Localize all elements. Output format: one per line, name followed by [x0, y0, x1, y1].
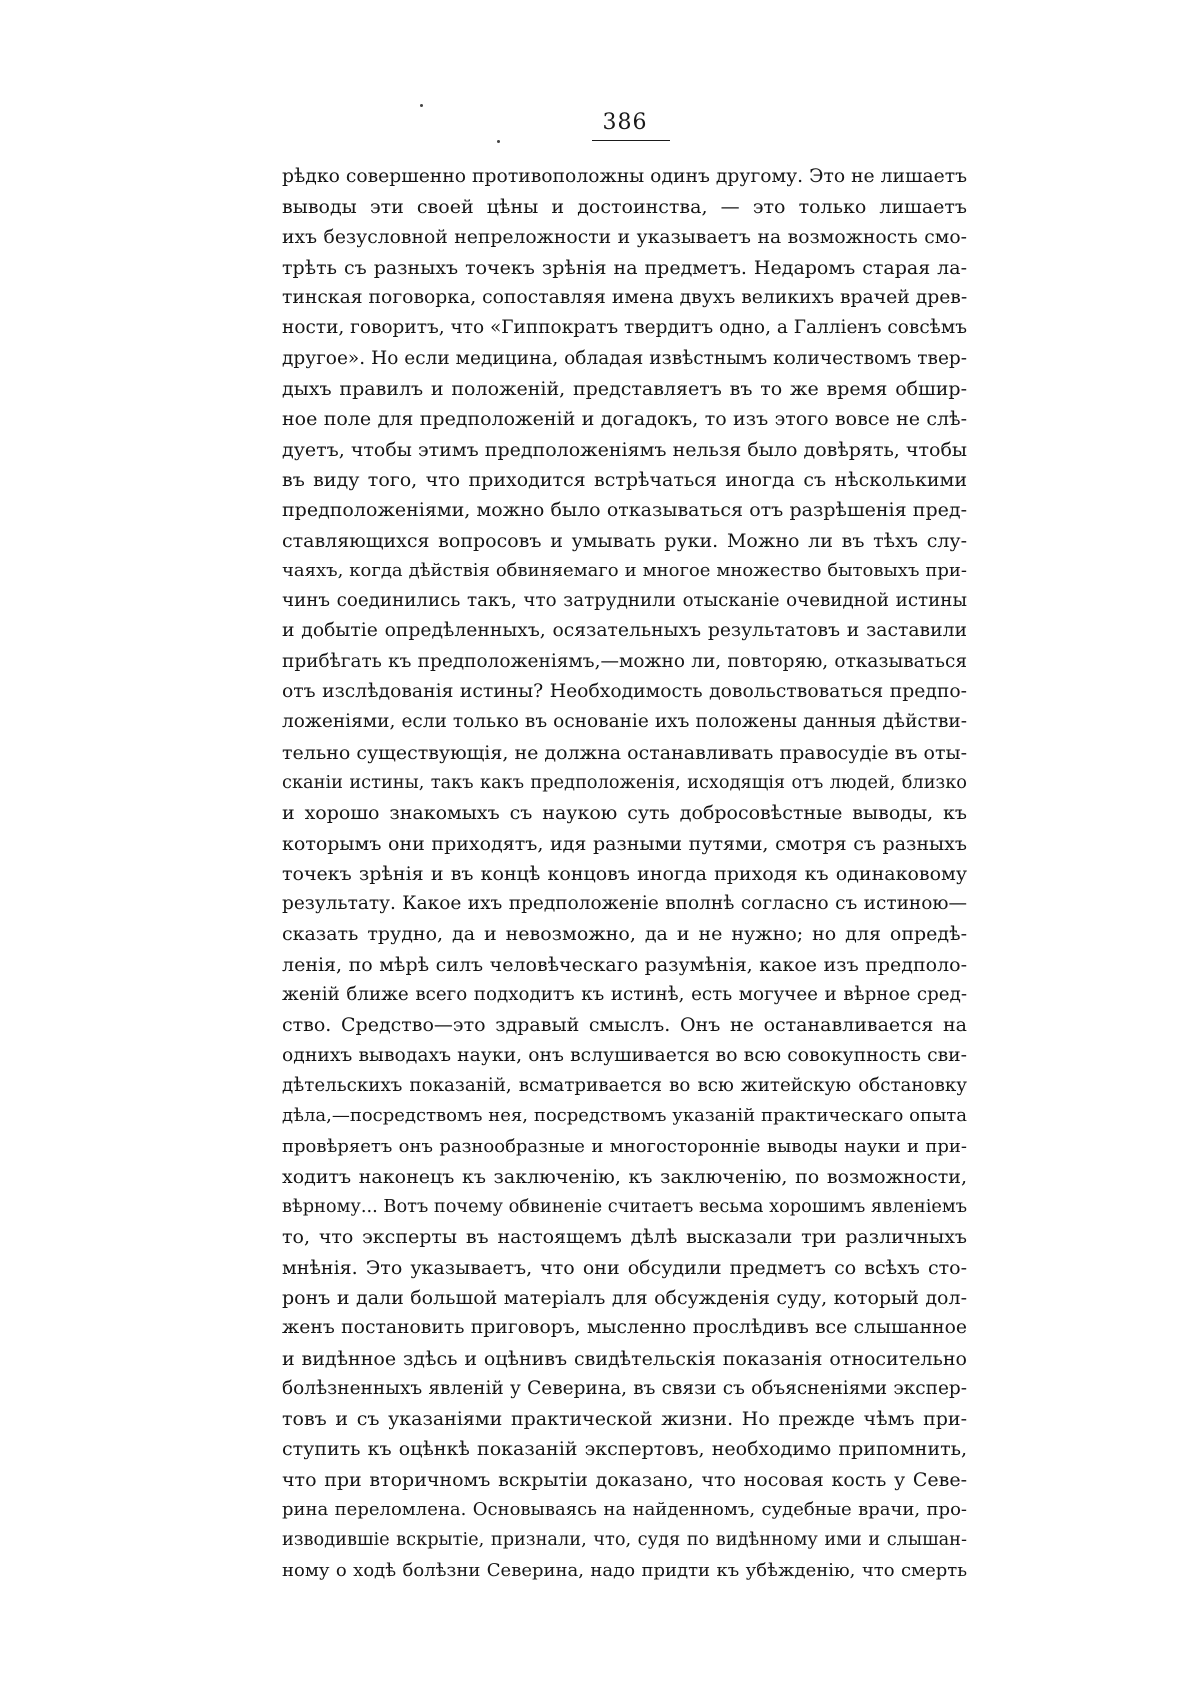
- text-line: ронъ и дали большой матеріалъ для обсужденія суду, который дол-: [282, 1286, 967, 1309]
- text-line: сказать трудно, да и невозможно, да и не нужно; но для опредѣ-: [282, 923, 967, 946]
- text-line: провѣряетъ онъ разнообразные и многосторонніе выводы науки и при-: [282, 1135, 967, 1157]
- body-text: [282, 162, 967, 1586]
- text-line: прибѣгать къ предположеніямъ,—можно ли, повторяю, отказываться: [282, 650, 967, 672]
- text-line: ности, говоритъ, что «Гиппократъ твердитъ одно, а Галліенъ совсѣмъ: [282, 317, 967, 339]
- text-line: мнѣнія. Это указываетъ, что они обсудили предметъ со всѣхъ сто-: [282, 1256, 967, 1279]
- text-line: и добытіе опредѣленныхъ, осязательныхъ результатовъ и заставили: [282, 620, 967, 642]
- text-line: трѣть съ разныхъ точекъ зрѣнія на предметъ. Недаромъ старая ла-: [282, 256, 967, 279]
- text-line: товъ и съ указаніями практической жизни. Но прежде чѣмъ при-: [282, 1408, 967, 1431]
- text-line: въ виду того, что приходится встрѣчаться иногда съ нѣсколькими: [282, 468, 967, 491]
- text-line: дыхъ правилъ и положеній, представляетъ въ то же время обшир-: [282, 378, 967, 401]
- text-line: чаяхъ, когда дѣйствія обвиняемаго и многое множество бытовыхъ при-: [282, 559, 967, 581]
- text-line: однихъ выводахъ науки, онъ вслушивается во всю совокупность сви-: [282, 1044, 967, 1066]
- text-line: женъ постановить приговоръ, мысленно прослѣдивъ все слышанное: [282, 1317, 967, 1339]
- text-line: болѣзненныхъ явленій у Северина, въ связи съ объясненіями экспер-: [282, 1377, 967, 1399]
- text-line: ство. Средство—это здравый смыслъ. Онъ не останавливается на: [282, 1014, 967, 1037]
- text-line: которымъ они приходятъ, идя разными путями, смотря съ разныхъ: [282, 832, 967, 855]
- text-line: предположеніями, можно было отказываться отъ разрѣшенія пред-: [282, 499, 967, 522]
- text-line: дуетъ, чтобы этимъ предположеніямъ нельзя было довѣрять, чтобы: [282, 438, 967, 461]
- page-number-rule: [592, 140, 670, 141]
- text-line: ное поле для предположеній и догадокъ, то изъ этого вовсе не слѣ-: [282, 408, 967, 431]
- text-line: сканіи истины, такъ какъ предположенія, исходящія отъ людей, близко: [282, 772, 967, 793]
- text-line: ложеніями, если только въ основаніе ихъ положены данныя дѣйстви-: [282, 711, 967, 733]
- text-line: что при вторичномъ вскрытіи доказано, что носовая кость у Севе-: [282, 1468, 967, 1491]
- text-line: дѣтельскихъ показаній, всматривается во всю житейскую обстановку: [282, 1074, 967, 1096]
- text-line: изводившіе вскрытіе, признали, что, судя по видѣнному ими и слышан-: [282, 1530, 967, 1551]
- text-line: ихъ безусловной непреложности и указываетъ на возможность смо-: [282, 226, 967, 248]
- text-line: результату. Какое ихъ предположеніе вполнѣ согласно съ истиною—: [282, 893, 967, 915]
- text-line: рѣдко совершенно противоположны одинъ другому. Это не лишаетъ: [282, 166, 967, 187]
- text-line: отъ изслѣдованія истины? Необходимость довольствоваться предпо-: [282, 681, 967, 703]
- text-line: тельно существующія, не должна останавливать правосудіе въ оты-: [282, 741, 967, 764]
- text-line: выводы эти своей цѣны и достоинства, — это только лишаетъ: [282, 196, 967, 219]
- print-speck: [420, 104, 423, 107]
- text-line: тинская поговорка, сопоставляя имена двухъ великихъ врачей древ-: [282, 287, 967, 309]
- text-line: ставляющихся вопросовъ и умывать руки. Можно ли въ тѣхъ слу-: [282, 529, 967, 552]
- text-line: рина переломлена. Основываясь на найденномъ, судебные врачи, про-: [282, 1499, 967, 1521]
- text-line: и хорошо знакомыхъ съ наукою суть добросовѣстные выводы, къ: [282, 802, 967, 825]
- print-speck: [497, 140, 500, 143]
- text-line: ному о ходѣ болѣзни Северина, надо придти къ убѣжденію, что смерть: [282, 1559, 967, 1581]
- text-line: ленія, по мѣрѣ силъ человѣческаго разумѣнія, какое изъ предполо-: [282, 953, 967, 976]
- text-line: вѣрному... Вотъ почему обвиненіе считаетъ весьма хорошимъ явленіемъ: [282, 1197, 967, 1218]
- text-line: женій ближе всего подходитъ къ истинѣ, есть могучее и вѣрное сред-: [282, 984, 967, 1006]
- text-line: и видѣнное здѣсь и оцѣнивъ свидѣтельскія показанія относительно: [282, 1347, 967, 1370]
- text-line: дѣла,—посредствомъ нея, посредствомъ указаній практическаго опыта: [282, 1105, 967, 1127]
- text-line: ступить къ оцѣнкѣ показаній экспертовъ, необходимо припомнить,: [282, 1438, 967, 1461]
- text-line: то, что эксперты въ настоящемъ дѣлѣ высказали три различныхъ: [282, 1226, 967, 1249]
- page-number: 386: [602, 110, 648, 135]
- text-line: точекъ зрѣнія и въ концѣ концовъ иногда приходя къ одинаковому: [282, 862, 967, 885]
- text-line: другое». Но если медицина, обладая извѣстнымъ количествомъ твер-: [282, 347, 967, 369]
- text-line: чинъ соединились такъ, что затруднили отысканіе очевидной истины: [282, 590, 967, 612]
- text-line: ходитъ наконецъ къ заключенію, къ заключенію, по возможности,: [282, 1165, 967, 1188]
